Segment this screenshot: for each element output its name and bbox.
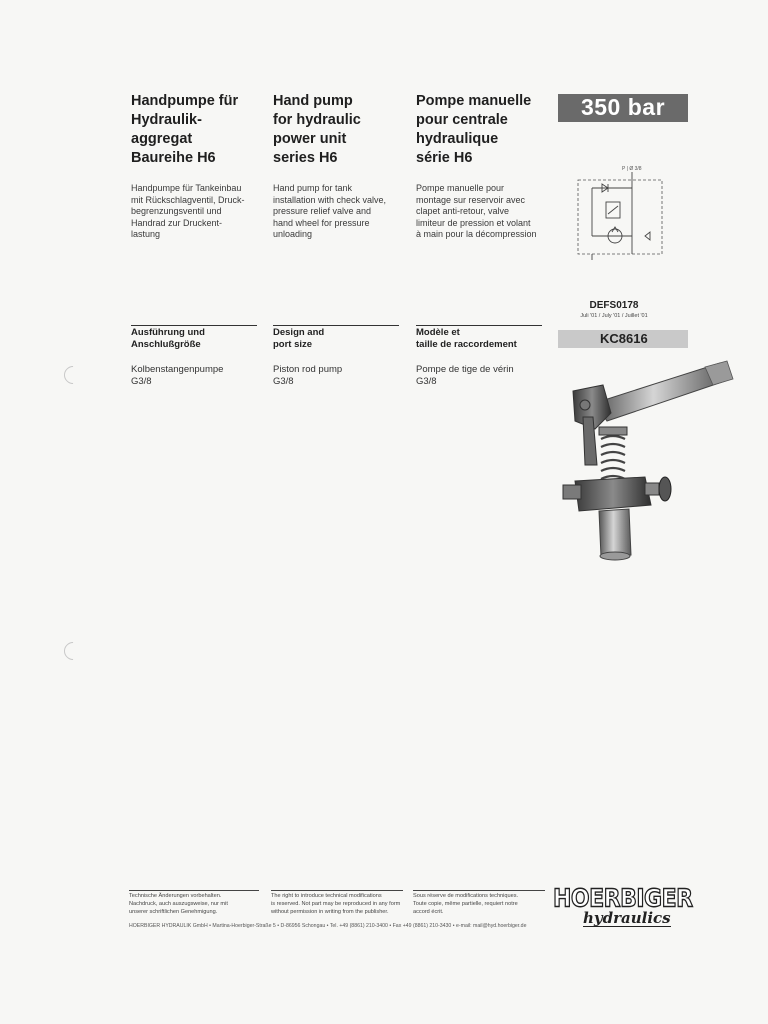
- footer-legal-german: Technische Änderungen vorbehalten. Nachdruck, auch auszugsweise, nur mit unserer schriftlichen Genehmigung.: [129, 890, 259, 916]
- title-german: Handpumpe für Hydraulik- aggregat Baureihe H6: [131, 93, 239, 166]
- footer-legal-french: Sous réserve de modifications techniques. Toute copie, même partielle, requiert notre accord écrit.: [413, 890, 545, 916]
- section-heading-english: Design and port size: [273, 325, 399, 351]
- footer-address: HOERBIGER HYDRAULIK GmbH • Martina-Hoerbiger-Straße 5 • D-86956 Schongau • Tel. +49 (8861) 210-3400 • Fax +49 (8861) 210-3430 • e-mail: mail@hyd.hoerbiger.de: [129, 923, 527, 929]
- footer-legal-english: The right to introduce technical modifications is reserved. Not part may be reproduced in any form without permission in writing from the publisher.: [271, 890, 403, 916]
- pump-illustration: [555, 355, 735, 575]
- section-heading-german: Ausführung und Anschlußgröße: [131, 325, 257, 351]
- punch-hole-mark: [60, 362, 85, 387]
- logo-wordmark: HOERBIGER: [553, 884, 693, 914]
- hand-pump-photo: [555, 355, 735, 575]
- punch-hole-mark: [60, 638, 85, 663]
- document-id: DEFS0178: [589, 300, 639, 311]
- section-body-english: Piston rod pump G3/8: [273, 364, 343, 387]
- description-german: Handpumpe für Tankeinbau mit Rückschlagventil, Druck- begrenzungsventil und Handrad zur Druckent- lastung: [131, 183, 245, 239]
- schematic-port-label: P | Ø 3/8: [622, 166, 642, 172]
- pressure-badge: 350 bar: [558, 94, 688, 122]
- hydraulic-schematic: [570, 166, 670, 262]
- title-french: Pompe manuelle pour centrale hydraulique série H6: [416, 93, 532, 166]
- section-body-french: Pompe de tige de vérin G3/8: [416, 364, 514, 387]
- schematic-diagram: [570, 166, 670, 262]
- logo-tagline: hydraulics: [583, 909, 671, 927]
- document-date: Juli '01 / July '01 / Juillet '01: [580, 313, 648, 319]
- hoerbiger-logo: [553, 886, 693, 930]
- description-english: Hand pump for tank installation with check valve, pressure relief valve and hand wheel for pressure unloading: [273, 183, 387, 239]
- title-english: Hand pump for hydraulic power unit series H6: [273, 93, 361, 166]
- product-code: KC8616: [558, 330, 688, 348]
- section-body-german: Kolbenstangenpumpe G3/8: [131, 364, 224, 387]
- description-french: Pompe manuelle pour montage sur reservoir avec clapet anti-retour, valve limiteur de pression et volant à main pour la décompression: [416, 183, 537, 239]
- section-heading-french: Modèle et taille de raccordement: [416, 325, 542, 351]
